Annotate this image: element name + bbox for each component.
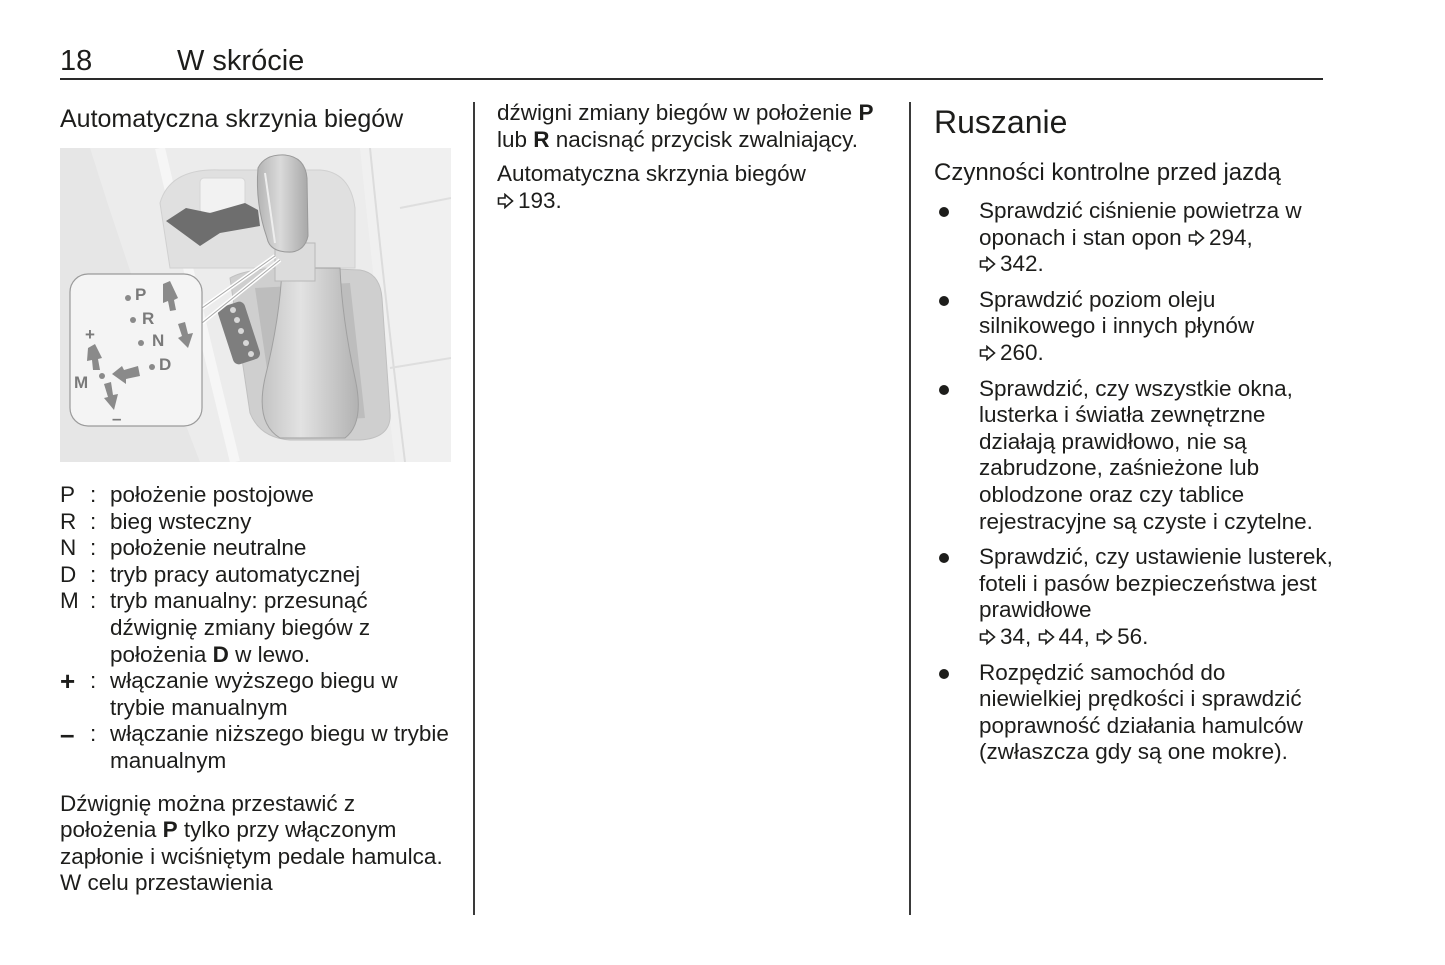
legend-text: położenie postojowe bbox=[110, 482, 314, 507]
legend-text: włączanie wyższego biegu w trybie manualnym bbox=[110, 668, 398, 720]
svg-text:+: + bbox=[85, 325, 95, 344]
page-reference-link[interactable]: 260. bbox=[979, 340, 1044, 365]
legend-row-minus bbox=[60, 721, 455, 774]
svg-text:N: N bbox=[152, 331, 165, 350]
plus-icon: + bbox=[60, 666, 76, 697]
legend-text: bieg wsteczny bbox=[110, 508, 252, 534]
chapter-title: W skrócie bbox=[177, 45, 305, 77]
legend-colon: : bbox=[90, 535, 97, 561]
page-reference-link[interactable]: 294, bbox=[1188, 225, 1253, 250]
svg-text:P: P bbox=[135, 285, 147, 304]
reference-arrow-icon bbox=[1188, 230, 1205, 246]
gear-selector-illustration-icon bbox=[60, 148, 451, 462]
page-reference-link[interactable]: 342. bbox=[979, 251, 1044, 276]
reference-arrow-icon bbox=[497, 193, 514, 209]
page-number: 18 bbox=[60, 45, 93, 77]
checklist-item: Sprawdzić, czy wszystkie okna, lusterka i światła zewnętrzne działają prawidłowo, nie są zabrudzone, zaśnieżone lub oblodzone oraz czy tablice rejestracyjne są czyste i czytelne. bbox=[934, 376, 1334, 536]
column-2 bbox=[497, 100, 892, 214]
gear-selector-figure bbox=[60, 148, 451, 462]
bullet-icon bbox=[939, 669, 949, 679]
bullet-icon bbox=[939, 553, 949, 563]
legend-text: położenie neutralne bbox=[110, 535, 307, 561]
legend-colon: : bbox=[90, 482, 97, 507]
page-reference-link[interactable]: 44, bbox=[1038, 624, 1090, 649]
reference-arrow-icon bbox=[1096, 629, 1113, 645]
column-3 bbox=[934, 100, 1334, 775]
legend-row-d bbox=[60, 562, 455, 589]
legend-row-plus bbox=[60, 668, 455, 721]
legend-row-r bbox=[60, 509, 455, 536]
page-header bbox=[60, 44, 1323, 80]
legend-text: tryb manualny: przesunąć dźwignię zmiany biegów z położenia D w lewo. bbox=[110, 588, 371, 667]
legend-colon: : bbox=[90, 508, 97, 534]
legend-colon: : bbox=[90, 561, 97, 587]
legend-key: R bbox=[60, 508, 77, 534]
legend-key: D bbox=[60, 561, 77, 587]
legend-key: M bbox=[60, 588, 79, 614]
legend-key: P bbox=[60, 482, 76, 507]
legend-colon: : bbox=[90, 668, 97, 694]
svg-text:–: – bbox=[112, 409, 122, 428]
release-button-paragraph: dźwigni zmiany biegów w położenie P lub R nacisnąć przycisk zwalniający. bbox=[497, 100, 874, 152]
reference-arrow-icon bbox=[979, 345, 996, 361]
section-title: Automatyczna skrzynia biegów bbox=[60, 105, 404, 133]
checklist-item: Sprawdzić, czy ustawienie lusterek, foteli i pasów bezpieczeństwa jest prawidłowe 34, 44, 56. bbox=[934, 544, 1334, 650]
legend-text: włączanie niższego biegu w trybie manualnym bbox=[110, 721, 449, 773]
checklist-item: Rozpędzić samochód do niewielkiej prędkości i sprawdzić poprawność działania hamulców (zwłaszcza gdy są one mokre). bbox=[934, 660, 1334, 766]
page-reference-link[interactable]: 34, bbox=[979, 624, 1031, 649]
bullet-icon bbox=[939, 207, 949, 217]
svg-text:D: D bbox=[159, 355, 172, 374]
subsection-heading: Czynności kontrolne przed jazdą bbox=[934, 159, 1281, 186]
page-reference-link[interactable]: 193. bbox=[497, 188, 562, 213]
checklist-item: Sprawdzić ciśnienie powietrza w oponach i stan opon 294, 342. bbox=[934, 198, 1334, 278]
legend-colon: : bbox=[90, 721, 97, 747]
column-divider-1 bbox=[473, 102, 475, 915]
column-divider-2 bbox=[909, 102, 911, 915]
checklist bbox=[934, 198, 1334, 766]
gear-legend bbox=[60, 482, 455, 775]
reference-arrow-icon bbox=[1038, 629, 1055, 645]
reference-arrow-icon bbox=[979, 629, 996, 645]
svg-text:M: M bbox=[74, 373, 89, 392]
column-1 bbox=[60, 100, 455, 897]
section-heading: Ruszanie bbox=[934, 104, 1068, 140]
legend-key: N bbox=[60, 535, 77, 561]
legend-row-m bbox=[60, 588, 455, 668]
cross-reference-paragraph: Automatyczna skrzynia biegów 193. bbox=[497, 161, 806, 213]
minus-icon: – bbox=[60, 719, 75, 750]
page-reference-link[interactable]: 56. bbox=[1096, 624, 1148, 649]
bullet-icon bbox=[939, 385, 949, 395]
checklist-item: Sprawdzić poziom oleju silnikowego i innych płynów 260. bbox=[934, 287, 1334, 367]
legend-row-n bbox=[60, 535, 455, 562]
shift-paragraph: Dźwignię można przestawić z położenia P tylko przy włączonym zapłonie i wciśniętym pedale hamulca. W celu przestawienia bbox=[60, 790, 443, 896]
svg-text:R: R bbox=[142, 309, 155, 328]
legend-colon: : bbox=[90, 588, 97, 614]
legend-text: tryb pracy automatycznej bbox=[110, 561, 361, 587]
bullet-icon bbox=[939, 296, 949, 306]
reference-arrow-icon bbox=[979, 256, 996, 272]
legend-row-p bbox=[60, 482, 455, 509]
